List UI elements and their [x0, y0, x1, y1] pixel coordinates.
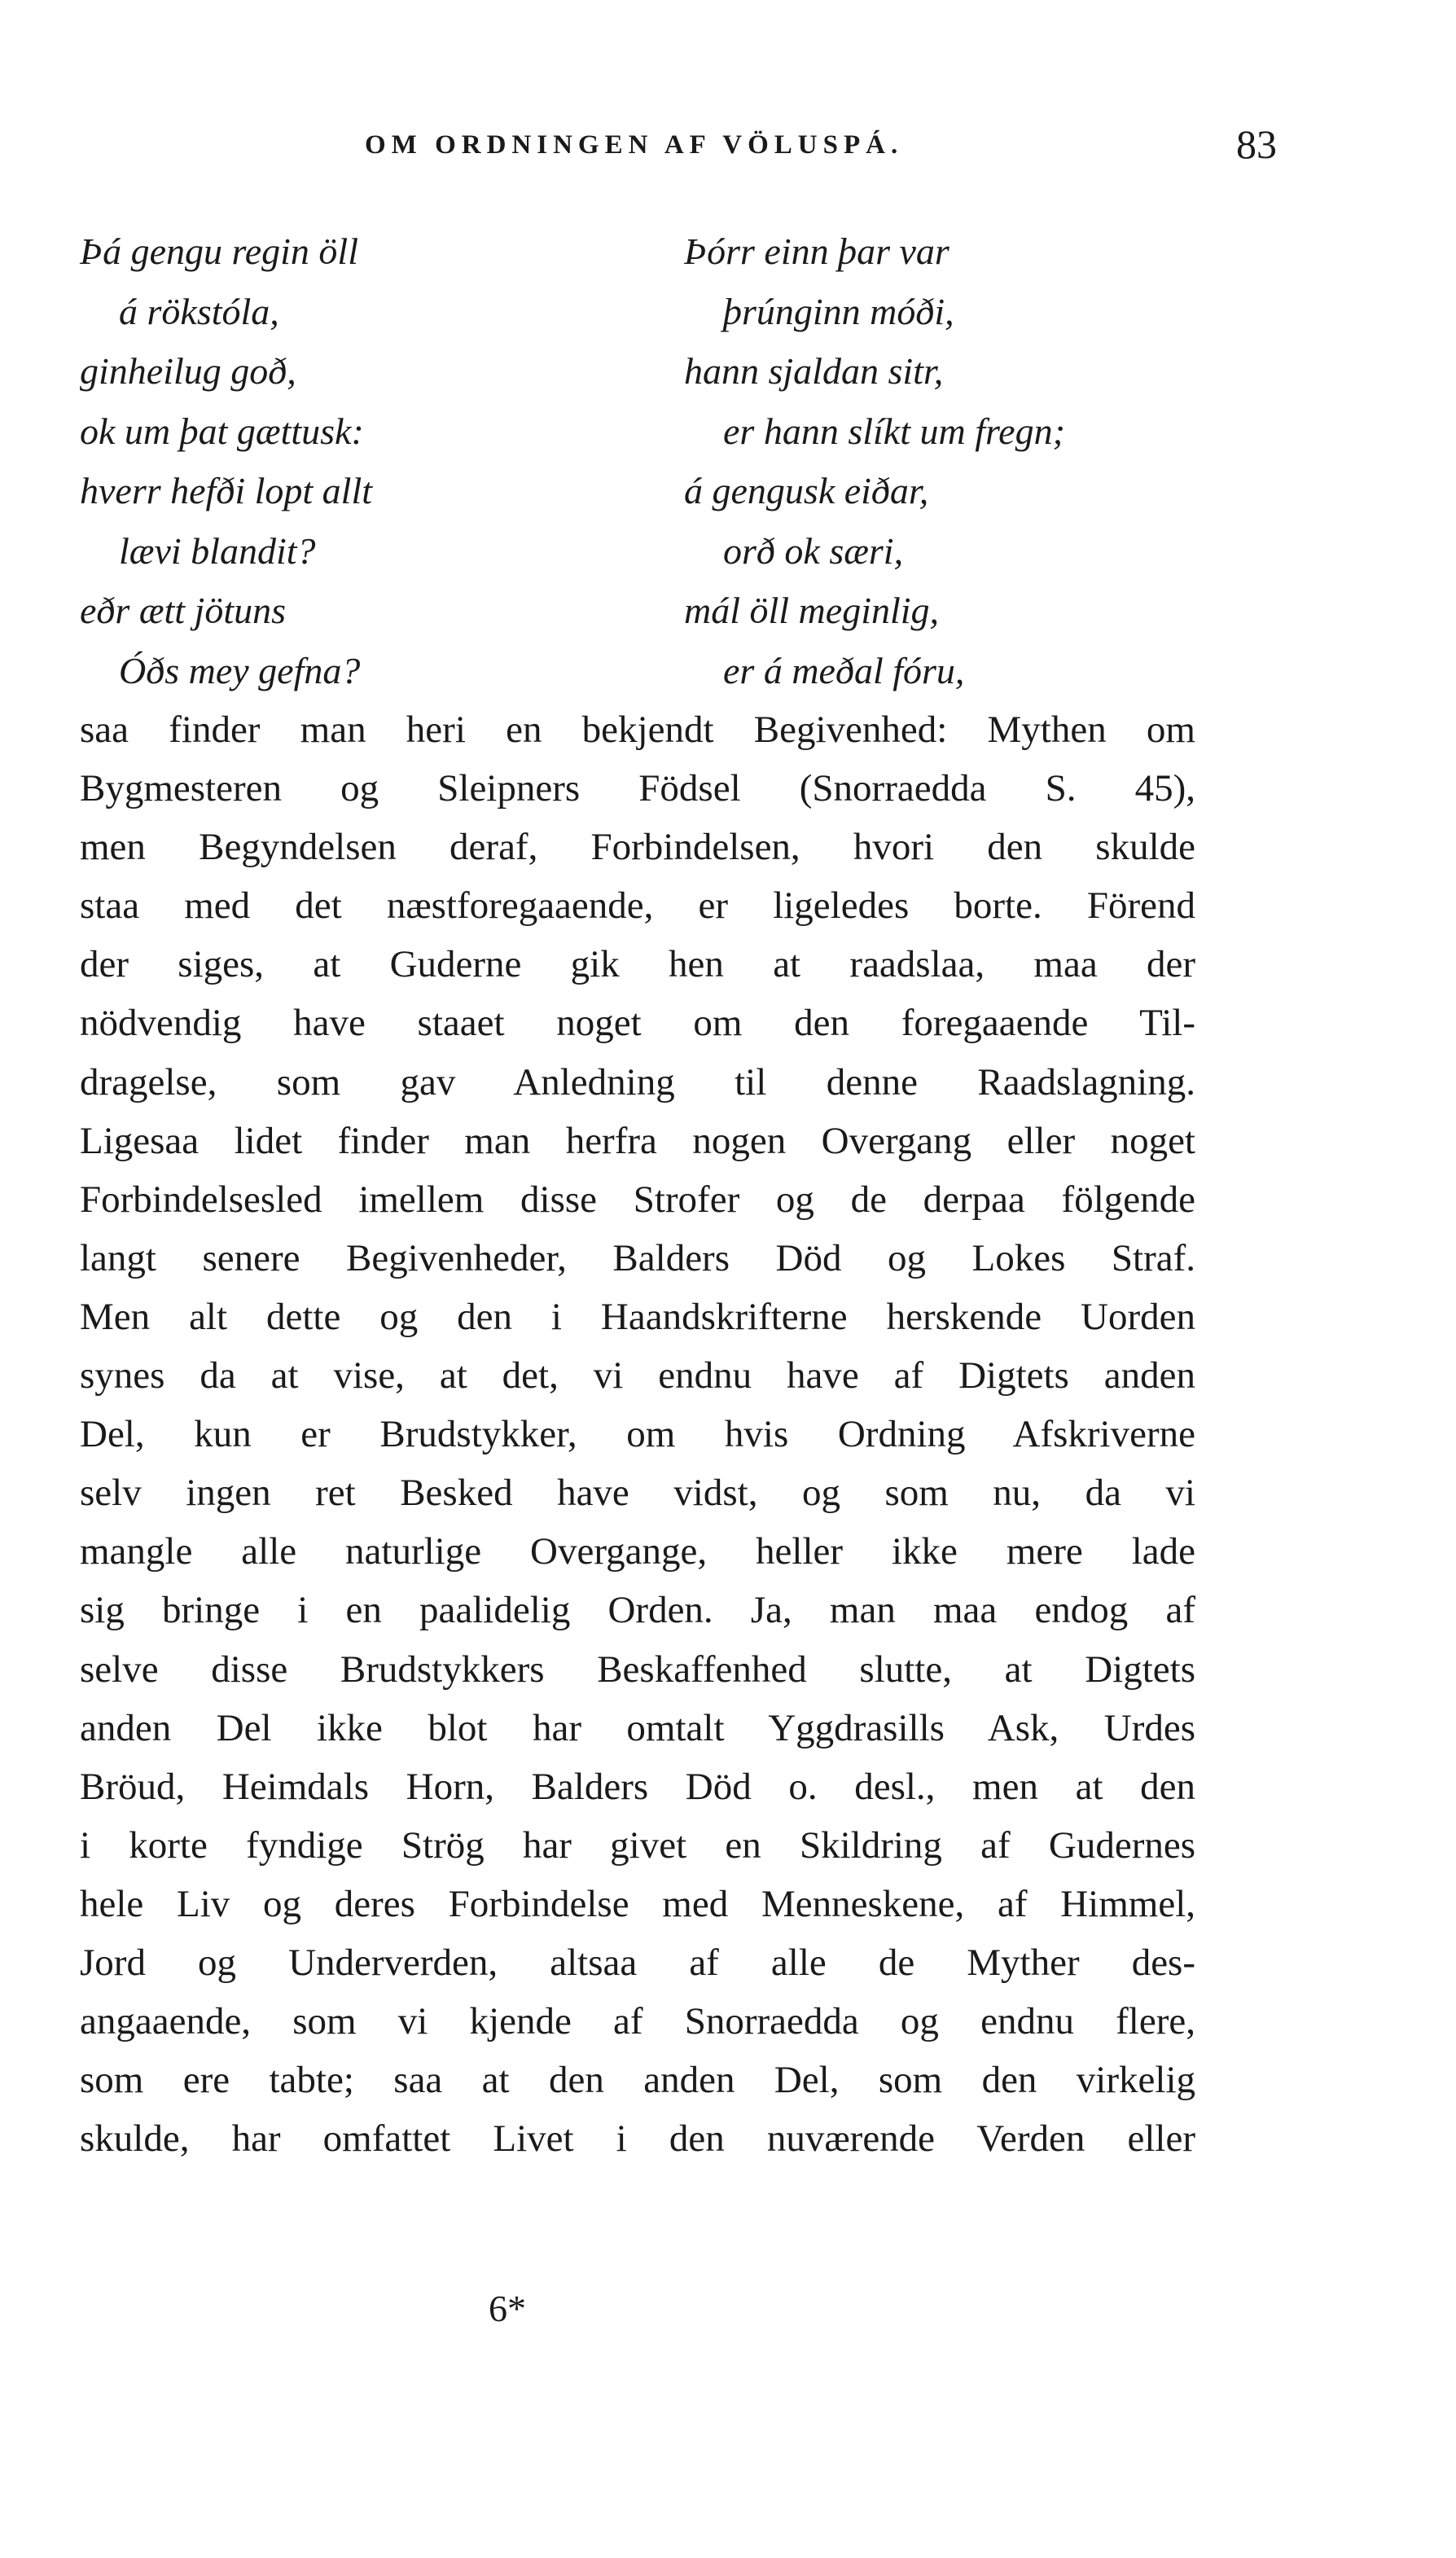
signature-mark: 6* — [489, 2288, 526, 2329]
verse-line: þrúnginn móði, — [723, 290, 954, 332]
prose-line: men Begyndelsen deraf, Forbindelsen, hvori den skulde — [80, 826, 1195, 869]
verse-line: hann sjaldan sitr, — [684, 350, 944, 392]
verse-line: Þórr einn þar var — [684, 230, 949, 272]
verse-line: Óðs mey gefna? — [119, 649, 361, 691]
page-number: 83 — [1236, 121, 1277, 167]
prose-line: nödvendig have staaet noget om den foregaaende Til- — [80, 1002, 1195, 1045]
prose-line: Jord og Underverden, altsaa af alle de Myther des- — [80, 1941, 1195, 1984]
prose-line: mangle alle naturlige Overgange, heller ikke mere lade — [80, 1530, 1195, 1573]
verse-line: á gengusk eiðar, — [684, 470, 929, 511]
prose-line: angaaende, som vi kjende af Snorraedda og endnu flere, — [80, 2000, 1195, 2043]
verse-line: eðr ætt jötuns — [80, 590, 287, 631]
verse-line: mál öll meginlig, — [684, 590, 940, 631]
prose-line: der siges, at Guderne gik hen at raadslaa, maa der — [80, 943, 1195, 986]
prose-line: selve disse Brudstykkers Beskaffenhed slutte, at Digtets — [80, 1648, 1195, 1691]
verse-line: er á meðal fóru, — [723, 649, 965, 691]
prose-line: synes da at vise, at det, vi endnu have af Digtets anden — [80, 1354, 1195, 1397]
prose-line: skulde, har omfattet Livet i den nuværende Verden eller — [80, 2117, 1195, 2161]
verse-line: orð ok særi, — [723, 529, 904, 572]
verse-line: lævi blandit? — [119, 529, 316, 572]
prose-line: Forbindelsesled imellem disse Strofer og de derpaa fölgende — [80, 1178, 1195, 1221]
prose-paragraph — [80, 700, 1195, 2168]
prose-line: Men alt dette og den i Haandskrifterne herskende Uorden — [80, 1295, 1195, 1338]
prose-line: Bygmesteren og Sleipners Födsel (Snorraedda S. 45), — [80, 767, 1195, 810]
prose-line: selv ingen ret Besked have vidst, og som nu, da vi — [80, 1472, 1195, 1515]
verse-line: Þá gengu regin öll — [80, 230, 358, 272]
verse-stanza-right — [684, 222, 1140, 700]
verse-stanza-left — [80, 222, 536, 700]
verse-line: ok um þat gættusk: — [80, 410, 364, 452]
prose-line: staa med det næstforegaaende, er ligeledes borte. Förend — [80, 884, 1195, 928]
prose-line: langt senere Begivenheder, Balders Död og Lokes Straf. — [80, 1236, 1195, 1279]
prose-line: som ere tabte; saa at den anden Del, som den virkelig — [80, 2059, 1195, 2102]
verse-line: á rökstóla, — [119, 290, 279, 332]
verse-line: hverr hefði lopt allt — [80, 470, 373, 511]
verse-line: ginheilug goð, — [80, 350, 296, 392]
prose-line: Ligesaa lidet finder man herfra nogen Overgang eller noget — [80, 1119, 1195, 1162]
prose-line: anden Del ikke blot har omtalt Yggdrasills Ask, Urdes — [80, 1706, 1195, 1749]
running-head: OM ORDNINGEN AF VÖLUSPÁ. — [365, 130, 904, 160]
verse-line: er hann slíkt um fregn; — [723, 410, 1065, 452]
prose-line: sig bringe i en paalidelig Orden. Ja, man maa endog af — [80, 1589, 1195, 1632]
prose-line: dragelse, som gav Anledning til denne Raadslagning. — [80, 1060, 1195, 1103]
prose-line: saa finder man heri en bekjendt Begivenhed: Mythen om — [80, 709, 1195, 751]
prose-line: i korte fyndige Strög har givet en Skildring af Gudernes — [80, 1823, 1195, 1867]
prose-line: hele Liv og deres Forbindelse med Menneskene, af Himmel, — [80, 1882, 1195, 1925]
prose-line: Bröud, Heimdals Horn, Balders Död o. desl., men at den — [80, 1765, 1195, 1808]
prose-line: Del, kun er Brudstykker, om hvis Ordning Afskriverne — [80, 1413, 1195, 1456]
